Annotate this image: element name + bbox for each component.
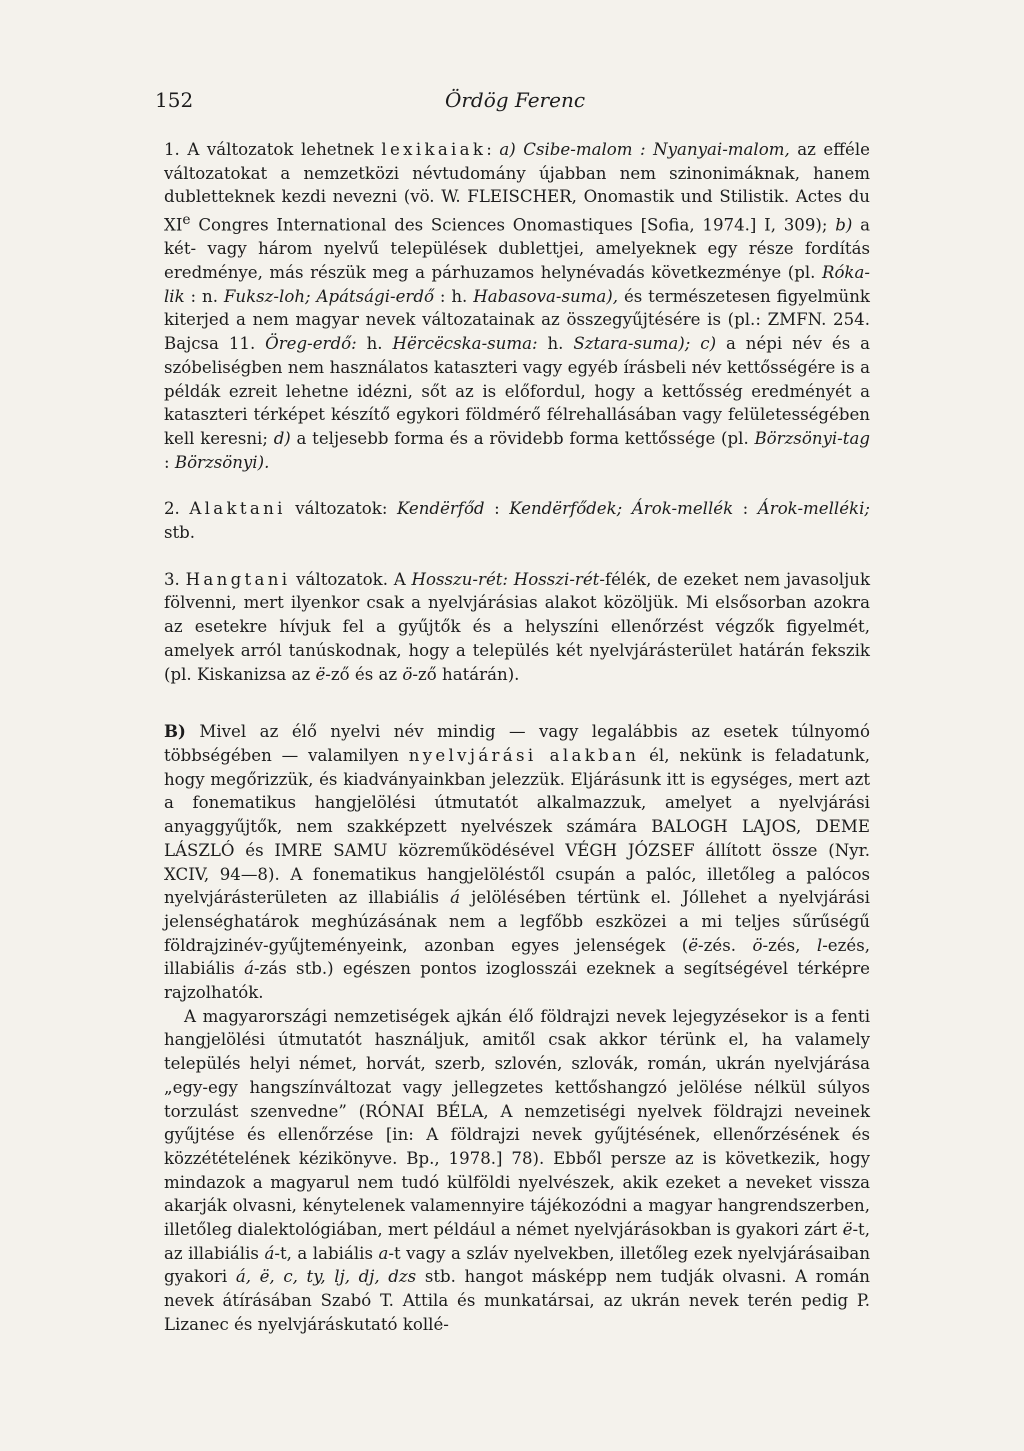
text-segment: [690, 334, 700, 353]
text-segment: ë: [315, 664, 326, 684]
text-segment: az efféle változatokat a nemzetközi névtudomány újabban nem szinonimáknak, hanem dubletteknek kezdi nevezni (vö. W. FLEISCHER, Onomastik und Stilistik. Actes du XI: [164, 140, 870, 235]
text-segment: a teljesebb forma és a rövidebb forma kettőssége (pl.: [290, 428, 755, 448]
text-segment: változatok. A: [290, 569, 412, 589]
text-segment: -zés.: [698, 935, 753, 955]
text-segment: c): [700, 334, 717, 354]
text-segment: B): [164, 721, 186, 742]
text-segment: -t vagy a szláv nyelvekben, illetőleg ezek nyelvjárásaiban gyakori: [164, 1243, 871, 1287]
text-segment: Hangtani: [185, 569, 291, 589]
text-segment: l: [816, 935, 823, 955]
text-segment: ë: [842, 1220, 853, 1240]
text-segment: b): [835, 215, 853, 235]
text-segment: Mivel az élő nyelvi név mindig — vagy legalábbis az esetek túlnyomó többségében — valamilyen: [164, 722, 870, 765]
text-segment: h.: [537, 334, 574, 354]
text-segment: 1. A változatok lehetnek: [164, 140, 382, 159]
text-segment: Kendërfőd: [396, 499, 485, 519]
text-segment: : n.: [184, 286, 224, 306]
text-segment: és természetesen figyelmünk kiterjed a nem magyar nevek változatainak az összegyűjtésére is (pl.: ZMFN. 254. Bajcsa 11.: [164, 286, 870, 354]
text-segment: nyelvjárási alakban: [408, 746, 640, 765]
text-segment: Öreg-erdő:: [265, 334, 357, 354]
text-segment: Börzsönyi).: [174, 452, 270, 472]
paragraph-lexical-variants: [164, 138, 870, 474]
text-segment: á: [244, 959, 254, 979]
text-segment: -félék, de ezeket nem javasoljuk fölvenni, mert ilyenkor csak a nyelvjárásias alakot közöljük. Mi elsősorban azokra az esetekre hívjuk fel a gyűjtők és a helyszíni ellenőrzést végzők figyelmét, amelyek arról tanúskodnak, hogy a település két nyelvjárásterület határán fekszik (pl. Kiskanizsa az: [164, 569, 871, 684]
page-header: [155, 88, 875, 118]
text-segment: él, nekünk is feladatunk, hogy megőrizzük, és kiadványainkban jelezzük. Eljárásunk itt is egységes, mert azt a fonematikus hangjelölési útmutatót alkalmazzuk, amelyet a nyelvjárási anyaggyűjtők, nem szakképzett nyelvészek számára BALOGH LAJOS, DEME LÁSZLÓ és IMRE SAMU közreműködésével VÉGH JÓZSEF állított össze (Nyr. XCIV, 94—8). A fonematikus hangjelöléstől csupán a palóc, illetőleg a palócos nyelvjárásterületen az illabiális: [164, 746, 870, 908]
text-segment: Hosszu-rét: Hosszi-rét: [411, 569, 600, 589]
text-segment: ö: [402, 664, 413, 684]
text-segment: a két- vagy három nyelvű települések dublettjei, amelyeknek egy része fordítás eredménye, más részük meg a párhuzamos helynévadás következménye (pl.: [164, 215, 870, 283]
text-segment: :: [164, 452, 175, 472]
text-segment: :: [733, 499, 758, 519]
text-segment: -zés,: [762, 935, 817, 955]
text-segment: -t, az illabiális: [164, 1220, 871, 1263]
text-segment: A magyarországi nemzetiségek ajkán élő földrajzi nevek lejegyzésekor is a fenti hangjelölési útmutatót használjuk, amitől csak akkor térünk el, ha valamely település helyi német, horvát, szerb, szlovén, szlovák, román, ukrán nyelvjárása „egy-egy hangszínváltozat vagy jellegzetes kettőshangzó jelölése nélkül súlyos torzulást szenvedne” (RÓNAI BÉLA, A nemzetiségi nyelvek földrajzi neveinek gyűjtése és ellenőrzése [in: A földrajzi nevek gyűjtésének, ellenőrzésének és közzétételének kézikönyve. Bp., 1978.] 78). Ebből persze az is következik, hogy mindazok a magyarul nem tudó külföldi nyelvészek, akik ezeket a neveket vissza akarják olvasni, kénytelenek valamennyire tájékozódni a magyar hangrendszerben, illetőleg dialektológiában, mert például a német nyelvjárásokban is gyakori zárt: [164, 1006, 870, 1240]
text-segment: a népi név és a szóbeliségben nem használatos kataszteri vagy egyéb írásbeli név kettősségére is a példák ezreit lehetne idézni, sőt az is előfordul, hogy a kettősség eredményét a kataszteri térképet készítő egykori földmérő félrehallásában vagy felületességében kell keresni;: [164, 334, 871, 448]
paragraph-phonetic-variants: [164, 568, 870, 687]
text-segment: Habasova-suma),: [473, 286, 619, 306]
page-number: 152: [155, 88, 194, 112]
text-segment: lexikaiak: [381, 140, 487, 159]
text-segment: Hërcëcska-suma:: [392, 334, 538, 354]
text-segment: stb. hangot másképp nem tudják olvasni. A román nevek átírásában Szabó T. Attila és munkatársai, az ukrán nevek terén pedig P. Lizanec és nyelvjáráskutató kollé-: [164, 1267, 870, 1334]
text-segment: : h.: [433, 286, 474, 306]
paragraph-morphological-variants: [164, 497, 870, 544]
text-segment: ë: [688, 935, 699, 955]
text-segment: 3.: [164, 569, 186, 589]
text-segment: jelölésében tértünk el. Jóllehet a nyelvjárási jelenséghatárok meghúzásának nem a legfőbb eszközei a mi teljes sűrűségű földrajzinév-gyűjteményeink, azonban egyes jelenségek (: [164, 888, 870, 955]
article-body: [164, 138, 870, 1337]
text-segment: h.: [356, 334, 393, 354]
text-segment: a) Csibe-malom : Nyanyai-malom,: [499, 140, 790, 159]
text-segment: Fuksz-loh; Apátsági-erdő: [223, 286, 434, 306]
text-segment: :: [486, 140, 500, 159]
text-segment: Sztara-suma);: [573, 334, 691, 354]
text-segment: stb.: [164, 523, 196, 543]
text-segment: -ző és az: [325, 664, 403, 684]
text-segment: e: [182, 212, 191, 229]
text-segment: -ezés, illabiális: [164, 935, 870, 979]
text-segment: Árok-melléki;: [757, 499, 870, 519]
text-segment: Congres International des Sciences Onomastiques [Sofia, 1974.] I, 309);: [190, 215, 836, 235]
text-segment: d): [273, 428, 291, 448]
text-segment: -zás stb.) egészen pontos izoglosszái ezeknek a segítségével térképre rajzolhatók.: [164, 959, 870, 1003]
text-segment: Kendërfődek; Árok-mellék: [509, 499, 734, 519]
running-title: Ördög Ferenc: [444, 88, 586, 112]
paragraph-dialect-notation: [164, 720, 870, 1004]
text-segment: a: [378, 1243, 389, 1263]
text-segment: á, ë, c, ty, lj, dj, dzs: [235, 1267, 417, 1287]
text-segment: változatok:: [285, 499, 397, 519]
text-segment: -t, a labiális: [274, 1243, 379, 1263]
text-segment: Alaktani: [189, 499, 286, 519]
text-segment: :: [484, 499, 510, 519]
text-segment: á: [264, 1243, 275, 1263]
paragraph-minority-names: [164, 1005, 870, 1337]
text-segment: 2.: [164, 499, 190, 519]
text-segment: á: [450, 888, 461, 908]
text-segment: Börzsönyi-tag: [754, 428, 870, 448]
text-segment: Róka-lik: [164, 263, 870, 306]
text-segment: ö: [752, 935, 763, 955]
text-segment: -ző határán).: [412, 664, 520, 684]
